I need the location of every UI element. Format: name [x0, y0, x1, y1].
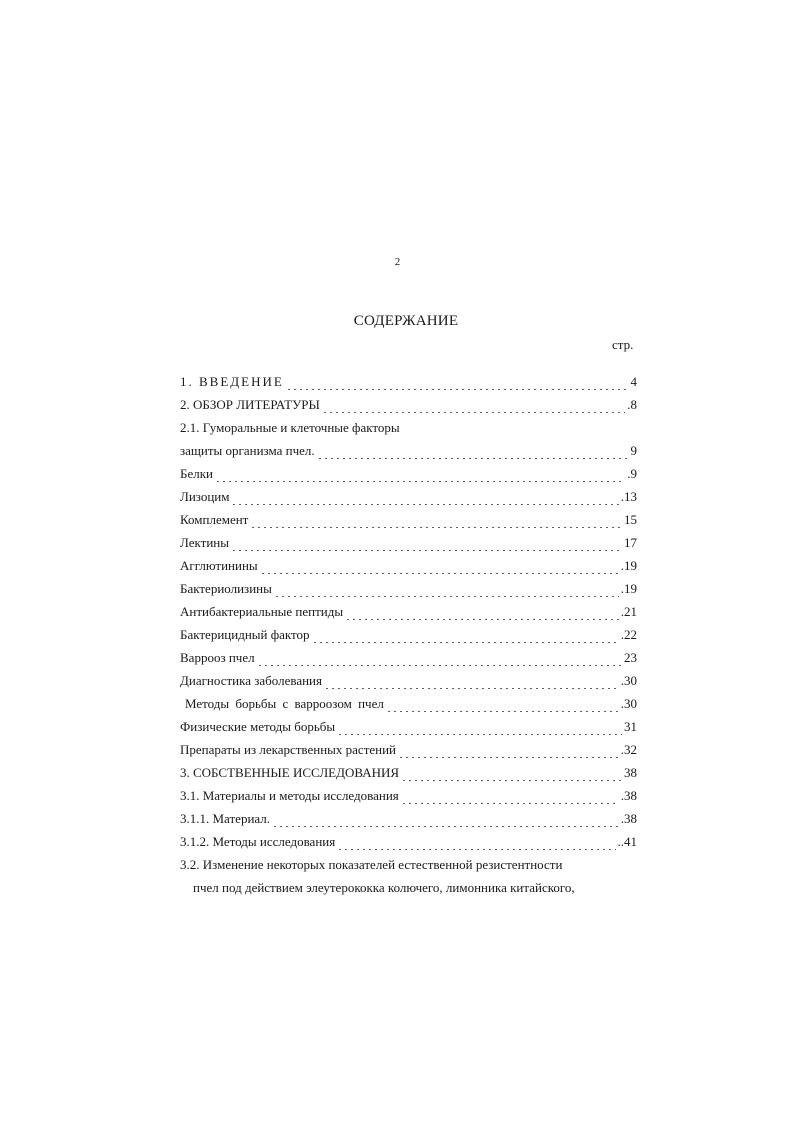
toc-entry-label: Физические методы борьбы	[180, 719, 336, 734]
table-of-contents	[180, 374, 637, 903]
toc-entry-label: пчел под действием элеутерококка колючего, лимонника китайского,	[193, 880, 575, 895]
toc-entry-page: .19	[620, 558, 637, 573]
toc-entry-label: Варрооз пчел	[180, 650, 255, 665]
dot-leader	[345, 619, 619, 620]
toc-entry-page: .38	[620, 811, 637, 826]
toc-entry-label: 3.1. Материалы и методы исследования	[180, 788, 399, 803]
toc-entry-label: Бактерицидный фактор	[180, 627, 310, 642]
toc-entry	[180, 535, 637, 558]
toc-entry	[180, 857, 637, 880]
dot-leader	[215, 481, 625, 482]
toc-entry	[180, 788, 637, 811]
toc-entry	[180, 673, 637, 696]
toc-entry-page: .9	[627, 466, 637, 481]
toc-entry-label: Бактериолизины	[180, 581, 272, 596]
toc-entry-page: .19	[620, 581, 637, 596]
toc-entry-page: .30	[620, 673, 637, 688]
dot-leader	[274, 596, 619, 597]
toc-entry	[180, 627, 637, 650]
toc-entry-label: Комплемент	[180, 512, 249, 527]
toc-entry-page: .13	[620, 489, 637, 504]
toc-entry-label: защиты организма пчел.	[180, 443, 315, 458]
toc-entry-page: .21	[620, 604, 637, 619]
dot-leader	[231, 504, 618, 505]
dot-leader	[337, 734, 622, 735]
toc-entry-page: ..41	[617, 834, 637, 849]
toc-entry	[180, 765, 637, 788]
toc-entry-page: 17	[624, 535, 637, 550]
dot-leader	[317, 458, 629, 459]
toc-entry-page: .22	[620, 627, 637, 642]
toc-entry-page: 38	[624, 765, 637, 780]
toc-entry	[180, 581, 637, 604]
toc-entry-page: 9	[630, 443, 637, 458]
toc-entry-page: 4	[630, 374, 637, 389]
toc-entry	[180, 834, 637, 857]
toc-entry	[180, 604, 637, 627]
toc-entry-label: Агглютинины	[180, 558, 258, 573]
toc-entry-label: Белки	[180, 466, 213, 481]
dot-leader	[401, 803, 619, 804]
dot-leader	[231, 550, 622, 551]
toc-entry	[180, 512, 637, 535]
dot-leader	[312, 642, 619, 643]
toc-entry	[180, 811, 637, 834]
toc-entry-label: Препараты из лекарственных растений	[180, 742, 397, 757]
toc-entry-label: 2. ОБЗОР ЛИТЕРАТУРЫ	[180, 397, 320, 412]
dot-leader	[324, 688, 619, 689]
dot-leader	[286, 389, 629, 390]
toc-entry-label: Лизоцим	[180, 489, 230, 504]
toc-entry	[180, 489, 637, 512]
dot-leader	[272, 826, 619, 827]
toc-entry-label: Методы борьбы с варроозом пчел	[185, 696, 384, 711]
page-number: 2	[394, 256, 401, 268]
toc-entry	[180, 558, 637, 581]
toc-entry-page: 31	[624, 719, 637, 734]
toc-heading: СОДЕРЖАНИЕ	[353, 313, 459, 329]
toc-entry-label: 2.1. Гуморальные и клеточные факторы	[180, 420, 400, 435]
toc-entry	[180, 650, 637, 673]
dot-leader	[250, 527, 622, 528]
toc-entry-page: 23	[624, 650, 637, 665]
toc-entry	[180, 420, 637, 443]
dot-leader	[260, 573, 619, 574]
toc-entry-label: 3.2. Изменение некоторых показателей естественной резистентности	[180, 857, 563, 872]
toc-entry	[180, 466, 637, 489]
toc-entry-page: .38	[620, 788, 637, 803]
dot-leader	[386, 711, 619, 712]
dot-leader	[322, 412, 625, 413]
toc-entry	[180, 742, 637, 765]
toc-entry-page: .8	[627, 397, 637, 412]
toc-entry	[180, 374, 637, 397]
dot-leader	[398, 757, 619, 758]
toc-entry-label: 3. СОБСТВЕННЫЕ ИССЛЕДОВАНИЯ	[180, 765, 400, 780]
toc-entry-label: Лектины	[180, 535, 229, 550]
toc-entry	[180, 443, 637, 466]
toc-entry-page: .32	[620, 742, 637, 757]
toc-entry	[180, 880, 637, 903]
dot-leader	[257, 665, 622, 666]
dot-leader	[401, 780, 622, 781]
toc-entry-page: .30	[620, 696, 637, 711]
toc-entry	[180, 719, 637, 742]
toc-entry-label: 1. ВВЕДЕНИЕ	[180, 374, 284, 389]
toc-entry-label: Диагностика заболевания	[180, 673, 322, 688]
toc-entry	[180, 696, 637, 719]
page-column-label: стр.	[612, 337, 634, 352]
toc-entry-label: 3.1.2. Методы исследования	[180, 834, 336, 849]
toc-entry-label: 3.1.1. Материал.	[180, 811, 271, 826]
toc-entry-page: 15	[624, 512, 637, 527]
toc-entry	[180, 397, 637, 420]
dot-leader	[337, 849, 615, 850]
toc-entry-label: Антибактериальные пептиды	[180, 604, 344, 619]
